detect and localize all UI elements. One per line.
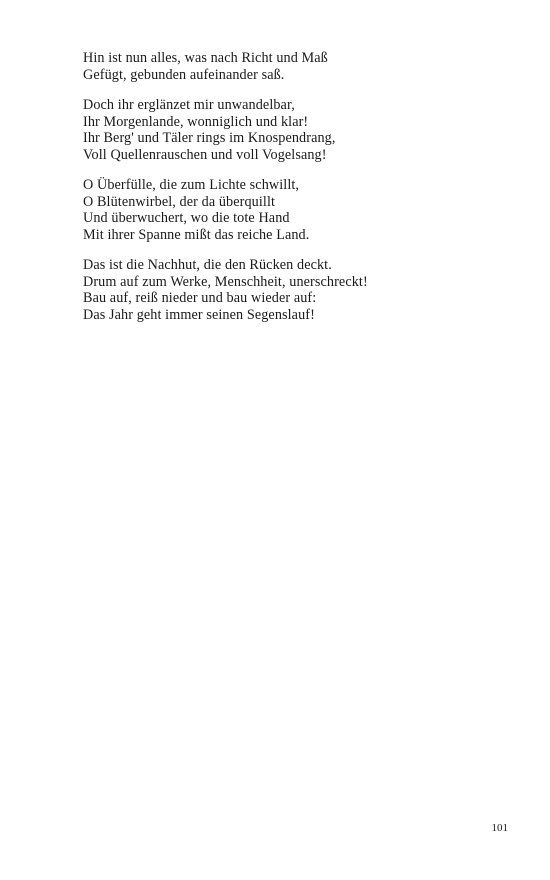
stanza-4 [83,257,503,323]
poem-line: O Überfülle, die zum Lichte schwillt, [83,177,300,193]
poem-line: Drum auf zum Werke, Menschheit, unerschreckt! [83,273,368,290]
poem-line: Mit ihrer Spanne mißt das reiche Land. [83,226,310,243]
poem-text [83,50,503,337]
stanza-2 [83,97,503,163]
poem-line: Hin ist nun alles, was nach Richt und Maß [83,50,328,66]
poem-line: Ihr Morgenlande, wonniglich und klar! [83,113,309,130]
poem-line: Und überwuchert, wo die tote Hand [83,210,290,226]
poem-line: Das ist die Nachhut, die den Rücken deckt. [83,257,332,273]
poem-line: Voll Quellenrauschen und voll Vogelsang! [83,146,327,163]
poem-line: Das Jahr geht immer seinen Segenslauf! [83,306,315,323]
stanza-1 [83,50,503,83]
poem-line: Doch ihr erglänzet mir unwandelbar, [83,97,295,113]
page-number: 101 [491,822,508,834]
poem-line: Bau auf, reiß nieder und bau wieder auf: [83,290,317,306]
poem-line: O Blütenwirbel, der da überquillt [83,193,276,210]
poem-line: Ihr Berg' und Täler rings im Knospendrang, [83,130,336,146]
stanza-3 [83,177,503,243]
poem-line: Gefügt, gebunden aufeinander saß. [83,66,285,83]
